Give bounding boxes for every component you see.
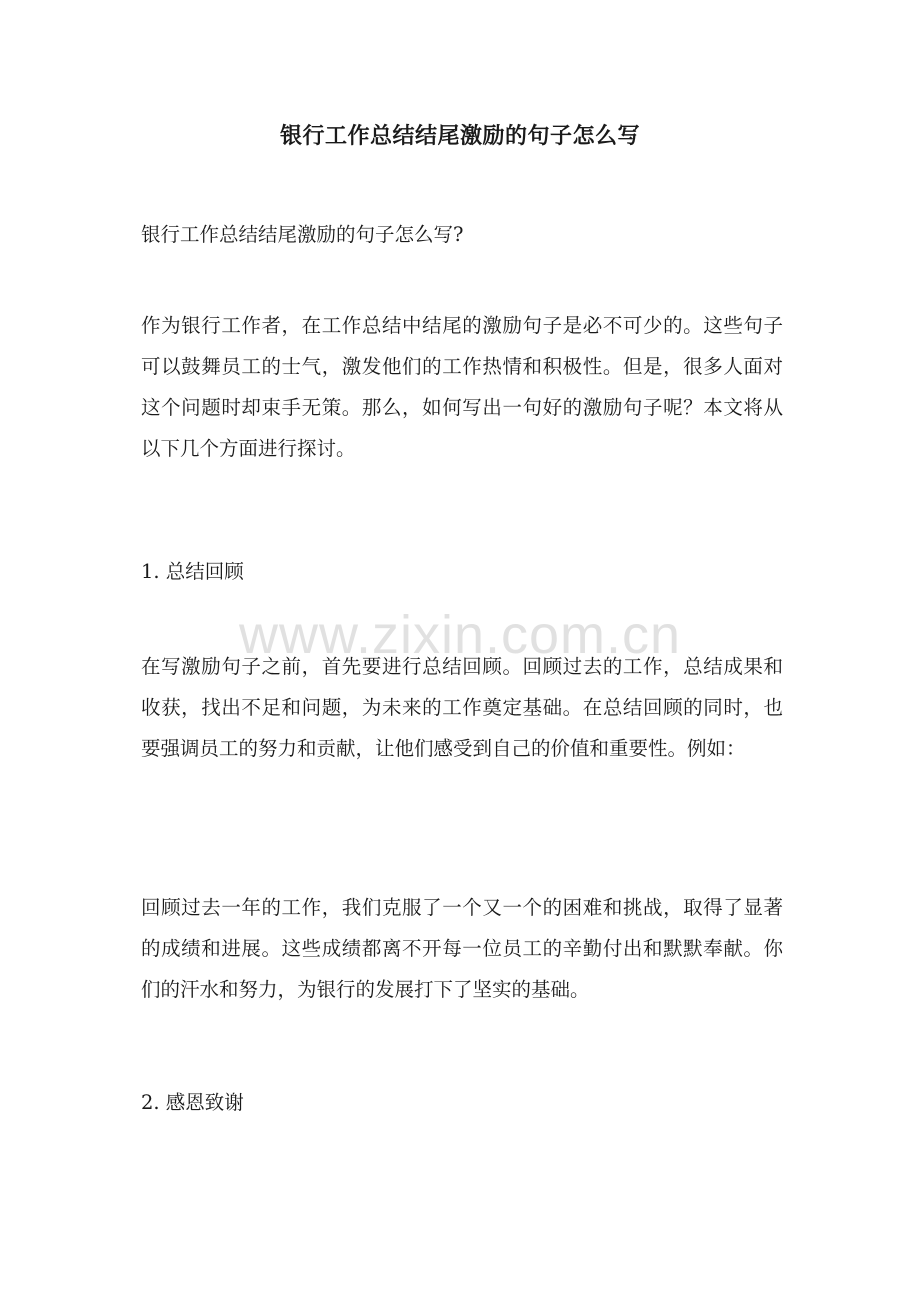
section-1-body: 在写激励句子之前，首先要进行总结回顾。回顾过去的工作，总结成果和收获，找出不足和问题，为未来的工作奠定基础。在总结回顾的同时，也要强调员工的努力和贡献，让他们感受到自己的价值和重要性。例如： xyxy=(141,655,783,760)
section-1-heading: 1. 总结回顾 xyxy=(141,560,244,583)
section-1-example: 回顾过去一年的工作，我们克服了一个又一个的困难和挑战，取得了显著的成绩和进展。这些成绩都离不开每一位员工的辛勤付出和默默奉献。你们的汗水和努力，为银行的发展打下了坚实的基础。 xyxy=(141,896,783,1001)
intro-paragraph: 作为银行工作者，在工作总结中结尾的激励句子是必不可少的。这些句子可以鼓舞员工的士气，激发他们的工作热情和积极性。但是，很多人面对这个问题时却束手无策。那么，如何写出一句好的激励句子呢？本文将从以下几个方面进行探讨。 xyxy=(141,314,783,460)
document-title: 银行工作总结结尾激励的句子怎么写 xyxy=(279,123,640,149)
watermark-text: www.zixin.com.cn xyxy=(238,605,682,665)
section-2-heading: 2. 感恩致谢 xyxy=(141,1091,244,1114)
question-paragraph: 银行工作总结结尾激励的句子怎么写? xyxy=(141,223,464,246)
